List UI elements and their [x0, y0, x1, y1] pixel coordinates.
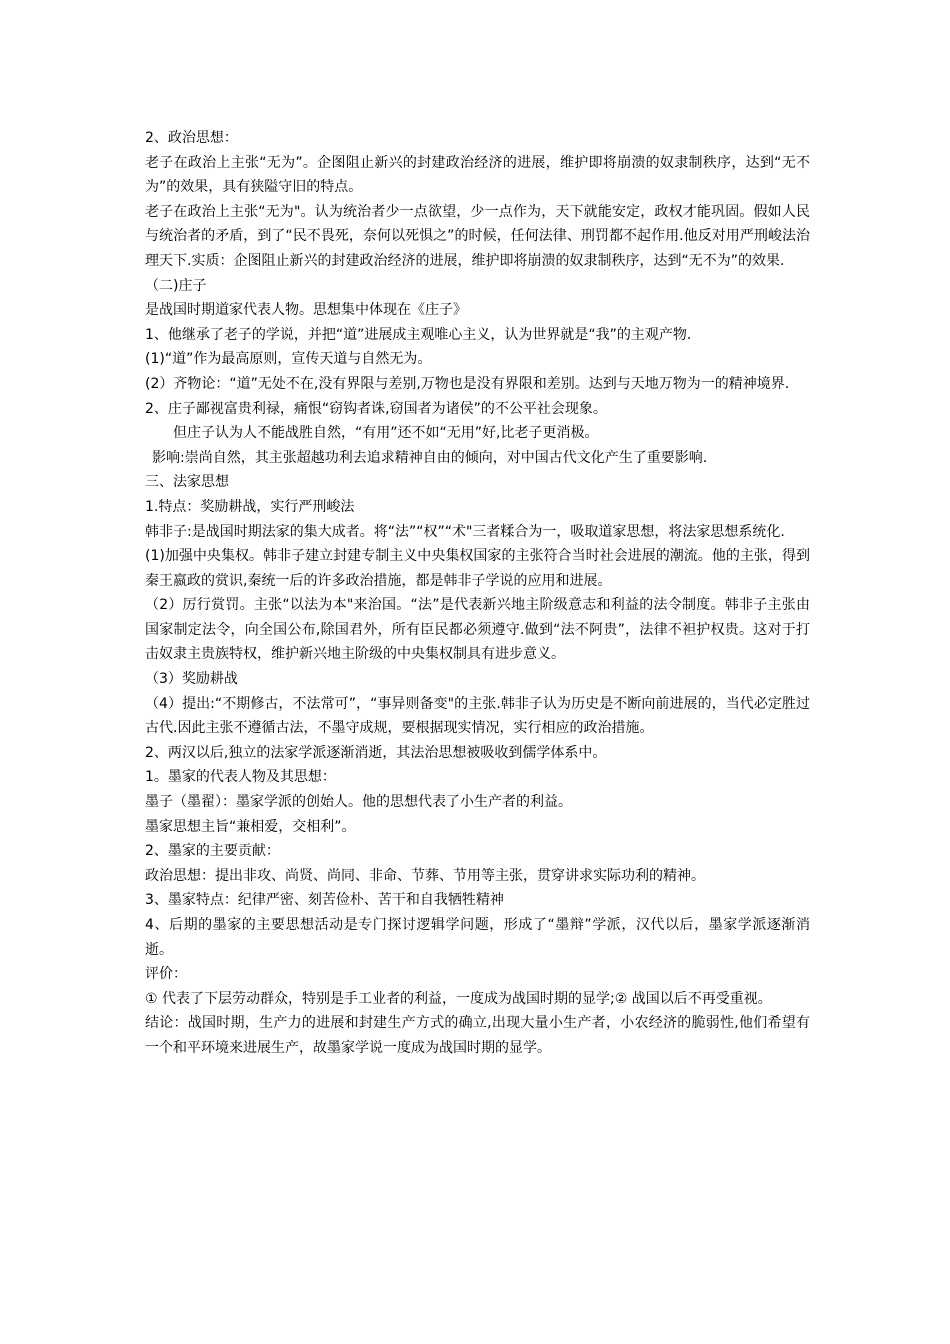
- paragraph-evaluation-heading: 评价：: [145, 966, 187, 983]
- paragraph-mohism-politics: 政治思想：提出非攻、尚贤、尚同、非命、节葬、节用等主张，贯穿讲求实际功利的精神。: [145, 867, 705, 884]
- paragraph-mohism-theme: 墨家思想主旨“兼相爱，交相利”。: [145, 818, 356, 835]
- paragraph-mohism-features: 3、墨家特点：纪律严密、刻苦俭朴、苦干和自我牺牲精神: [145, 892, 504, 909]
- paragraph-mohism-contributions: 2、墨家的主要贡献：: [145, 843, 280, 860]
- paragraph-hanfeizi-intro: 韩非子:是战国时期法家的集大成者。将“法”“权”“术"三者糅合为一，吸取道家思想，将法家思想系统化.: [145, 523, 785, 540]
- paragraph-mozi-founder: 墨子（墨翟）：墨家学派的创始人。他的思想代表了小生产者的利益。: [145, 794, 572, 811]
- paragraph-political-thought-heading: 2、政治思想：: [145, 130, 238, 146]
- paragraph-qiwulun: (2）齐物论：“道”无处不在,没有界限与差别,万物也是没有界限和差别。达到与天地万物为一的精神境界.: [145, 375, 790, 392]
- paragraph-zhuangzi-passive: 但庄子认为人不能战胜自然，“有用”还不如“无用”好,比老子更消极。: [173, 425, 599, 442]
- document-page: [145, 126, 810, 1061]
- paragraph-zhuangzi-influence: 影响:崇尚自然，其主张超越功利去追求精神自由的倾向，对中国古代文化产生了重要影响.: [152, 449, 708, 466]
- paragraph-dao-principle: (1)“道”作为最高原则，宣传天道与自然无为。: [145, 351, 432, 368]
- paragraph-conclusion: 结论：战国时期，生产力的进展和封建生产方式的确立,出现大量小生产者，小农经济的脆弱性,他们希望有一个和平环境来进展生产，故墨家学说一度成为战国时期的显学。: [145, 1015, 810, 1056]
- paragraph-zhuangzi-intro: 是战国时期道家代表人物。思想集中体现在《庄子》: [145, 302, 467, 319]
- paragraph-later-mohism: 4、后期的墨家的主要思想活动是专门探讨逻辑学问题，形成了“墨辩”学派，汉代以后，墨家学派逐渐消逝。: [145, 917, 810, 958]
- paragraph-farming-war: （3）奖励耕战: [145, 671, 238, 688]
- paragraph-mohism-heading: 1。墨家的代表人物及其思想：: [145, 769, 336, 786]
- paragraph-centralization: (1)加强中央集权。韩非子建立封建专制主义中央集权国家的主张符合当时社会进展的潮流。他的主张，得到秦王嬴政的赏识,秦统一后的许多政治措施，都是韩非子学说的应用和进展。: [145, 548, 810, 589]
- paragraph-history-progress: （4）提出:“不期修古，不法常可”，“事异则备变"的主张.韩非子认为历史是不断向前进展的，当代必定胜过古代.因此主张不遵循古法，不墨守成规，要根据现实情况，实行相应的政治措施。: [145, 695, 810, 737]
- paragraph-after-han: 2、两汉以后,独立的法家学派逐渐消逝，其法治思想被吸收到儒学体系中。: [145, 744, 607, 761]
- paragraph-laozi-detail: 老子在政治上主张“无为"。认为统治者少一点欲望，少一点作为，天下就能安定，政权才能巩固。假如人民与统治者的矛盾，到了“民不畏死，奈何以死惧之”的时候，任何法律、刑罚都不起作用.他反对用严刑峻法治理天下.实质：企图阻止新兴的封建政治经济的进展，维护即将崩溃的奴隶制秩序，达到“无不为”的效果.: [145, 203, 810, 269]
- paragraph-legalism-features: 1.特点：奖励耕战，实行严刑峻法: [145, 498, 355, 515]
- paragraph-legalism-heading: 三、法家思想: [145, 474, 229, 491]
- paragraph-rewards-punishments: （2）厉行赏罚。主张“以法为本"来治国。“法”是代表新兴地主阶级意志和利益的法令制度。韩非子主张由国家制定法令，向全国公布,除国君外，所有臣民都必须遵守.做到“法不阿贵”，法律不袒护权贵。这对于打击奴隶主贵族特权，维护新兴地主阶级的中央集权制具有进步意义。: [145, 597, 810, 663]
- paragraph-zhuangzi-point-1: 1、他继承了老子的学说，并把“道”进展成主观唯心主义，认为世界就是“我”的主观产物.: [145, 326, 692, 343]
- paragraph-evaluation-points: ① 代表了下层劳动群众，特别是手工业者的利益，一度成为战国时期的显学;② 战国以后不再受重视。: [145, 990, 772, 1007]
- paragraph-laozi-wuwei: 老子在政治上主张“无为”。企图阻止新兴的封建政治经济的进展，维护即将崩溃的奴隶制秩序，达到“无不为”的效果，具有狭隘守旧的特点。: [145, 154, 810, 196]
- paragraph-zhuangzi-heading: （二)庄子: [145, 277, 207, 294]
- paragraph-zhuangzi-point-2: 2、庄子鄙视富贵利禄，痛恨“窃钩者诛,窃国者为诸侯”的不公平社会现象。: [145, 400, 607, 417]
